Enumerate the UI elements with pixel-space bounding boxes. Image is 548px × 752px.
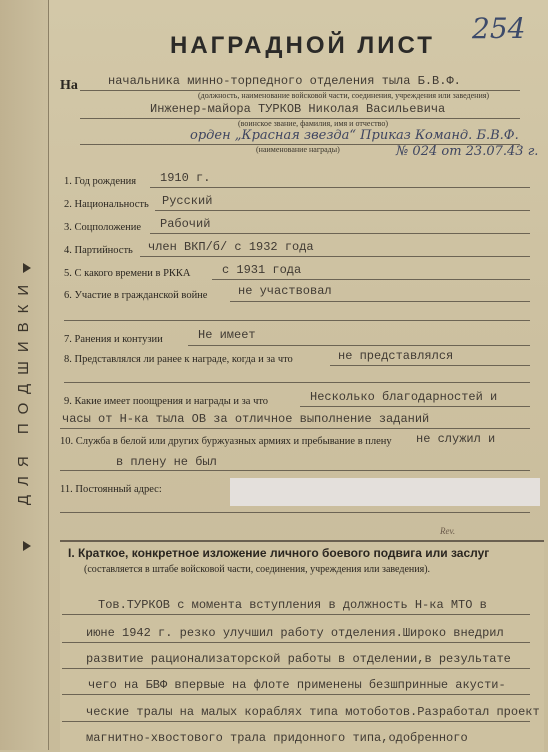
- field-line: [155, 210, 530, 211]
- field-value-nationality: Русский: [162, 194, 213, 208]
- section-title: I. Краткое, конкретное изложение личного боевого подвига или заслуг: [68, 546, 490, 560]
- field-value-wounds: Не имеет: [198, 328, 256, 342]
- field-value-social: Рабочий: [160, 217, 211, 231]
- binding-margin: [0, 0, 49, 750]
- field-value-encouragement-cont: часы от Н-ка тыла ОВ за отличное выполнение заданий: [62, 412, 430, 426]
- field-value-white-army: не служил и: [416, 432, 496, 446]
- field-line: [60, 470, 530, 471]
- award-name: орден „Красная звезда“ Приказ Команд. Б.В.Ф.: [190, 128, 519, 143]
- field-label-rkka: 5. С какого времени в РККА: [64, 268, 191, 279]
- field-line: [62, 614, 530, 615]
- side-label-text: ДЛЯ ПОДШИВКИ: [15, 275, 33, 505]
- name-caption: (воинское звание, фамилия, имя и отчество): [238, 119, 389, 128]
- field-label-party: 4. Партийность: [64, 245, 133, 256]
- pencil-mark: Rev.: [440, 526, 456, 536]
- field-line: [188, 345, 530, 346]
- merit-line: Тов.ТУРКОВ с момента вступления в должность Н-ка МТО в: [98, 598, 487, 612]
- side-label: [2, 250, 46, 530]
- field-label-address: 11. Постоянный адрес:: [60, 484, 162, 495]
- field-line: [300, 406, 530, 407]
- field-line: [230, 301, 530, 302]
- field-value-prev-award: не представлялся: [338, 349, 454, 363]
- field-label-prev-award: 8. Представлялся ли ранее к награде, когда и за что: [64, 354, 293, 365]
- field-label-social: 3. Соцположение: [64, 222, 142, 233]
- merit-line: чего на БВФ впервые на флоте применены безшпринные акусти-: [88, 678, 506, 692]
- field-line: [64, 382, 530, 383]
- field-line: [150, 187, 530, 188]
- merit-line: ческие тралы на малых кораблях типа мотоботов.Разработал проект: [86, 705, 540, 719]
- field-line: [60, 428, 530, 429]
- field-value-white-army-cont: в плену не был: [116, 455, 217, 469]
- field-label-nationality: 2. Национальность: [64, 199, 149, 210]
- document-number: 254: [472, 12, 526, 45]
- binding-hole-icon: [22, 540, 32, 552]
- field-label-birth: 1. Год рождения: [64, 176, 137, 187]
- field-line: [140, 256, 530, 257]
- na-prefix: На: [60, 78, 78, 93]
- field-label-wounds: 7. Ранения и контузии: [64, 334, 163, 345]
- merit-line: магнитно-хвостового трала придонного типа,одобренного: [86, 731, 468, 745]
- field-line: [62, 642, 530, 643]
- field-line: [62, 721, 530, 722]
- award-caption: (наименование награды): [256, 145, 340, 154]
- position-caption: (должность, наименование войсковой части, соединения, учреждения или заведения): [198, 91, 490, 100]
- field-label-white-army: 10. Служба в белой или других буржуазных армиях и пребывание в плену: [60, 436, 392, 447]
- field-line: [212, 279, 530, 280]
- field-line: [150, 233, 530, 234]
- field-value-civil-war: не участвовал: [238, 284, 332, 298]
- field-line: [330, 365, 530, 366]
- recipient-position: начальника минно-торпедного отделения тыла Б.В.Ф.: [108, 74, 461, 88]
- redacted-address: [230, 478, 540, 506]
- field-line: [62, 694, 530, 695]
- field-value-rkka: с 1931 года: [222, 263, 302, 277]
- field-value-birth: 1910 г.: [160, 171, 211, 185]
- merit-line: июне 1942 г. резко улучшил работу отделения.Широко внедрил: [86, 626, 504, 640]
- merit-line: развитие рационализаторской работы в отделении,в результате: [86, 652, 511, 666]
- recipient-name: Инженер-майора ТУРКОВ Николая Васильевича: [150, 102, 446, 116]
- section-subtitle: (составляется в штабе войсковой части, соединения, учреждения или заведения).: [84, 564, 431, 575]
- field-label-civil-war: 6. Участие в гражданской войне: [64, 290, 208, 301]
- field-label-encouragement: 9. Какие имеет поощрения и награды и за что: [64, 396, 269, 407]
- field-value-encouragement: Несколько благодарностей и: [310, 390, 498, 404]
- page-title: НАГРАДНОЙ ЛИСТ: [170, 32, 435, 59]
- award-order: № 024 от 23.07.43 г.: [396, 144, 539, 159]
- field-value-party: член ВКП/б/ с 1932 года: [148, 240, 314, 254]
- field-line: [60, 512, 530, 513]
- field-line: [64, 320, 530, 321]
- field-line: [62, 668, 530, 669]
